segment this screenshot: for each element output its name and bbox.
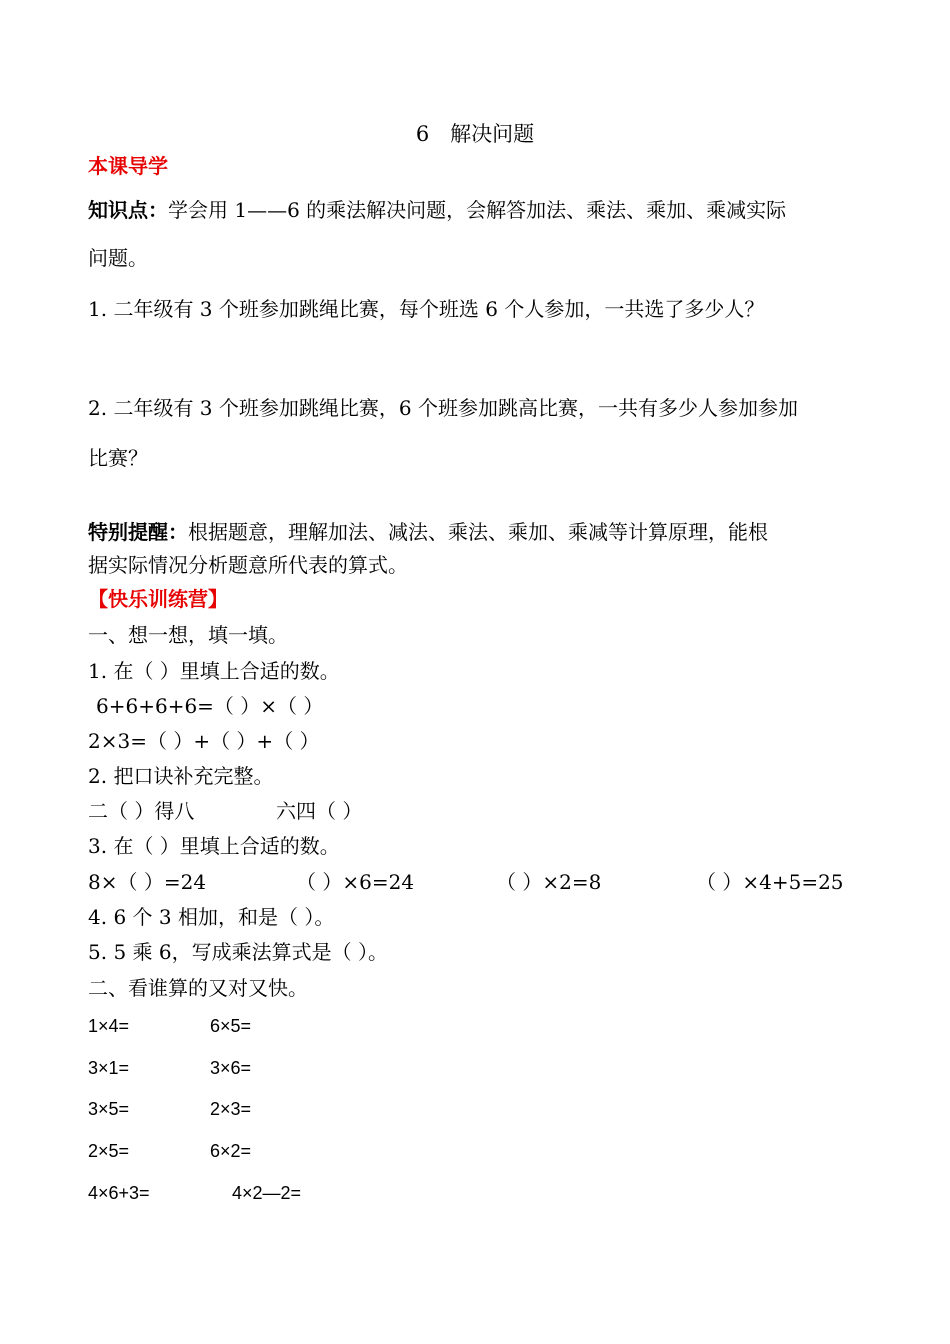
calc-item: 2×3=	[210, 1099, 252, 1119]
calc-item: 1×4=	[88, 1016, 130, 1036]
question-2-a: 二（ ）得八	[88, 799, 195, 823]
section2-heading: 二、看谁算的又对又快。	[88, 976, 308, 1000]
question-1: 1. 在（ ）里填上合适的数。	[88, 659, 340, 683]
page-title: 6 解决问题	[415, 122, 535, 146]
example-2: 2. 二年级有 3 个班参加跳绳比赛，6 个班参加跳高比赛，一共有多少人参加参加	[88, 396, 798, 420]
question-3-a: 8×（ ）=24	[88, 870, 207, 894]
question-3-d: （ ）×4+5=25	[696, 870, 844, 894]
knowledge-line-1	[88, 198, 786, 222]
calc-item: 6×5=	[210, 1016, 252, 1036]
question-1-b: 2×3=（ ）+（ ）+（ ）	[88, 729, 320, 753]
calc-item: 4×6+3=	[88, 1183, 150, 1203]
camp-heading: 【快乐训练营】	[88, 587, 228, 611]
calc-item: 3×5=	[88, 1099, 130, 1119]
question-5: 5. 5 乘 6，写成乘法算式是（ ）。	[88, 940, 388, 964]
reminder-label: 特别提醒：	[88, 520, 188, 544]
question-2: 2. 把口诀补充完整。	[88, 764, 274, 788]
guide-heading: 本课导学	[88, 154, 168, 178]
knowledge-line-2: 问题。	[88, 246, 148, 270]
calc-item: 3×6=	[210, 1058, 252, 1078]
calc-item: 4×2—2=	[232, 1183, 302, 1203]
calc-item: 3×1=	[88, 1058, 130, 1078]
question-2-b: 六四（ ）	[276, 799, 363, 823]
calc-item: 2×5=	[88, 1141, 130, 1161]
section1-heading: 一、想一想，填一填。	[88, 623, 288, 647]
question-1-a: 6+6+6+6=（ ）×（ ）	[96, 694, 324, 718]
reminder-line-1	[88, 520, 768, 544]
calc-item: 6×2=	[210, 1141, 252, 1161]
question-3: 3. 在（ ）里填上合适的数。	[88, 834, 340, 858]
example-2-cont: 比赛？	[88, 446, 148, 470]
example-1: 1. 二年级有 3 个班参加跳绳比赛，每个班选 6 个人参加，一共选了多少人？	[88, 297, 765, 321]
reminder-text: 根据题意，理解加法、减法、乘法、乘加、乘减等计算原理，能根	[188, 520, 768, 544]
question-4: 4. 6 个 3 相加，和是（ ）。	[88, 905, 335, 929]
knowledge-text: 学会用 1——6 的乘法解决问题，会解答加法、乘法、乘加、乘减实际	[168, 198, 787, 222]
question-3-b: （ ）×6=24	[296, 870, 415, 894]
question-3-c: （ ）×2=8	[496, 870, 602, 894]
reminder-line-2: 据实际情况分析题意所代表的算式。	[88, 553, 408, 577]
knowledge-label: 知识点：	[88, 198, 168, 222]
